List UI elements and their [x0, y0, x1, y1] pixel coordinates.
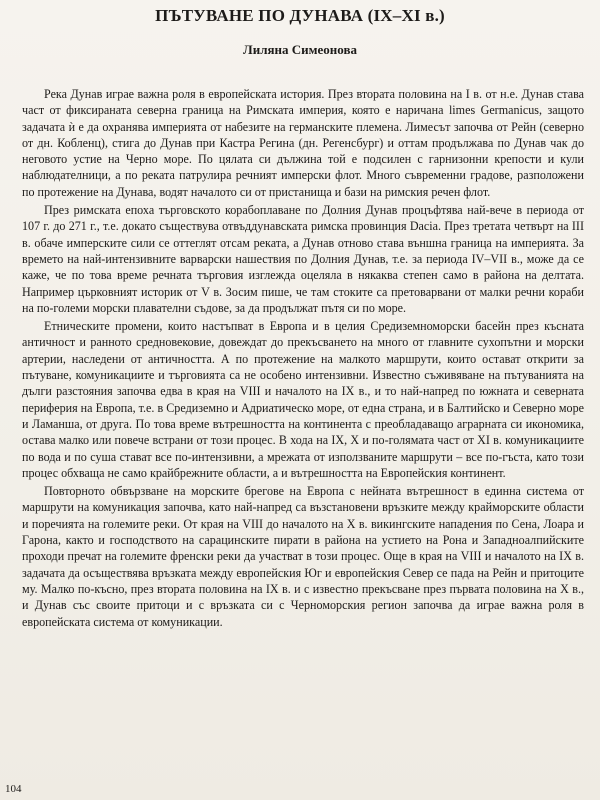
article-author: Лиляна Симеонова	[243, 42, 357, 57]
paragraph: През римската епоха търговското корабоплаване по Долния Дунав процъфтява най-вече в периода от 107 г. до 271 г., т.е. докато съществува отвъддунавската римска провинция Dacia. През третата четвърт на III в. обаче имперските сили се оттеглят отсам реката, а Дунав отново става външна граница на империята. За времето на най-интензивните варварски нашествия по Долния Дунав, т.е. за периода IV–VII в., може да се каже, че по това време речната търговия изглежда оцеляла в някаква степен само в района на делтата. Например църковният историк от V в. Зосим пише, че там стоките са претоварвани от малки речни кораби на по-големи морски плавателни съдове, за да продължат пътя си по море.	[22, 203, 584, 315]
page-number: 104	[5, 783, 22, 795]
article-title: ПЪТУВАНЕ ПО ДУНАВА (IX–XI в.)	[155, 6, 445, 25]
article-body	[22, 86, 584, 632]
paragraph: Река Дунав играе важна роля в европейската история. През втората половина на I в. от н.е. Дунав става част от фиксираната северна граница на Римската империя, която е наричана limes Germanicus, защото задачата ѝ е да охранява империята от набезите на германските племена. Лимесът започва от Рейн (северно от дн. Кобленц), стига до Дунав при Кастра Регина (дн. Регенсбург) и оттам продължава по Дунав чак до неговото устие на Черно море. По цялата си дължина той е подсилен с гарнизонни крепости и кули наблюдателници, а по реката патрулира речният имперски флот. Много съвременни градове, разположени по протежение на Дунава, водят началото си от пристанища и бази на римския речен флот.	[22, 87, 584, 199]
paragraph: Етническите промени, които настъпват в Европа и в целия Средиземноморски басейн през късната античност и ранното средновековие, довеждат до прекъсването на много от главните сухопътни и морски артерии, наследени от античността. А по протежение на малкото маршрути, които остават открити за пътуване, комуникациите и търговията са не особено интензивни. Известно съживяване на пътуванията на дълги разстояния започва едва в края на VIII и началото на IX в., и то най-напред по южната и северната периферия на Европа, т.е. в Средиземно и Адриатическо море, от една страна, и в Балтийско и Северно море и Ламанша, от друга. По това време вътрешността на континента с преобладаващо аграрната си икономика, остава малко или повече встрани от този процес. В хода на IX, X и по-голямата част от XI в. комуникациите по вода и по суша стават все по-интензивни, а мрежата от използваните маршрути – все по-гъста, като този процес обхваща не само крайбрежните области, а и вътрешността на Европейския континент.	[22, 319, 584, 480]
paragraph: Повторното обвързване на морските брегове на Европа с нейната вътрешност в единна система от маршрути на комуникация започва, като най-напред са възстановени връзките между крайморските области и поречията на големите реки. От края на VIII до началото на X в. викингските нападения по Сена, Лоара и Гарона, както и господството на сарацинските пирати в района на устието на Рона и Западноалпийските проходи пречат на големите френски реки да участват в този процес. Още в края на VIII и началото на IX в. задачата да осъществява връзката между европейския Юг и европейския Север се пада на Рейн и притоците му. Малко по-късно, през втората половина на IX в. и с известно прекъсване през първата половина на X в., и Дунав със своите притоци и с връзката си с Черноморския регион започва да играе важна роля в европейската система от комуникации.	[22, 484, 584, 629]
